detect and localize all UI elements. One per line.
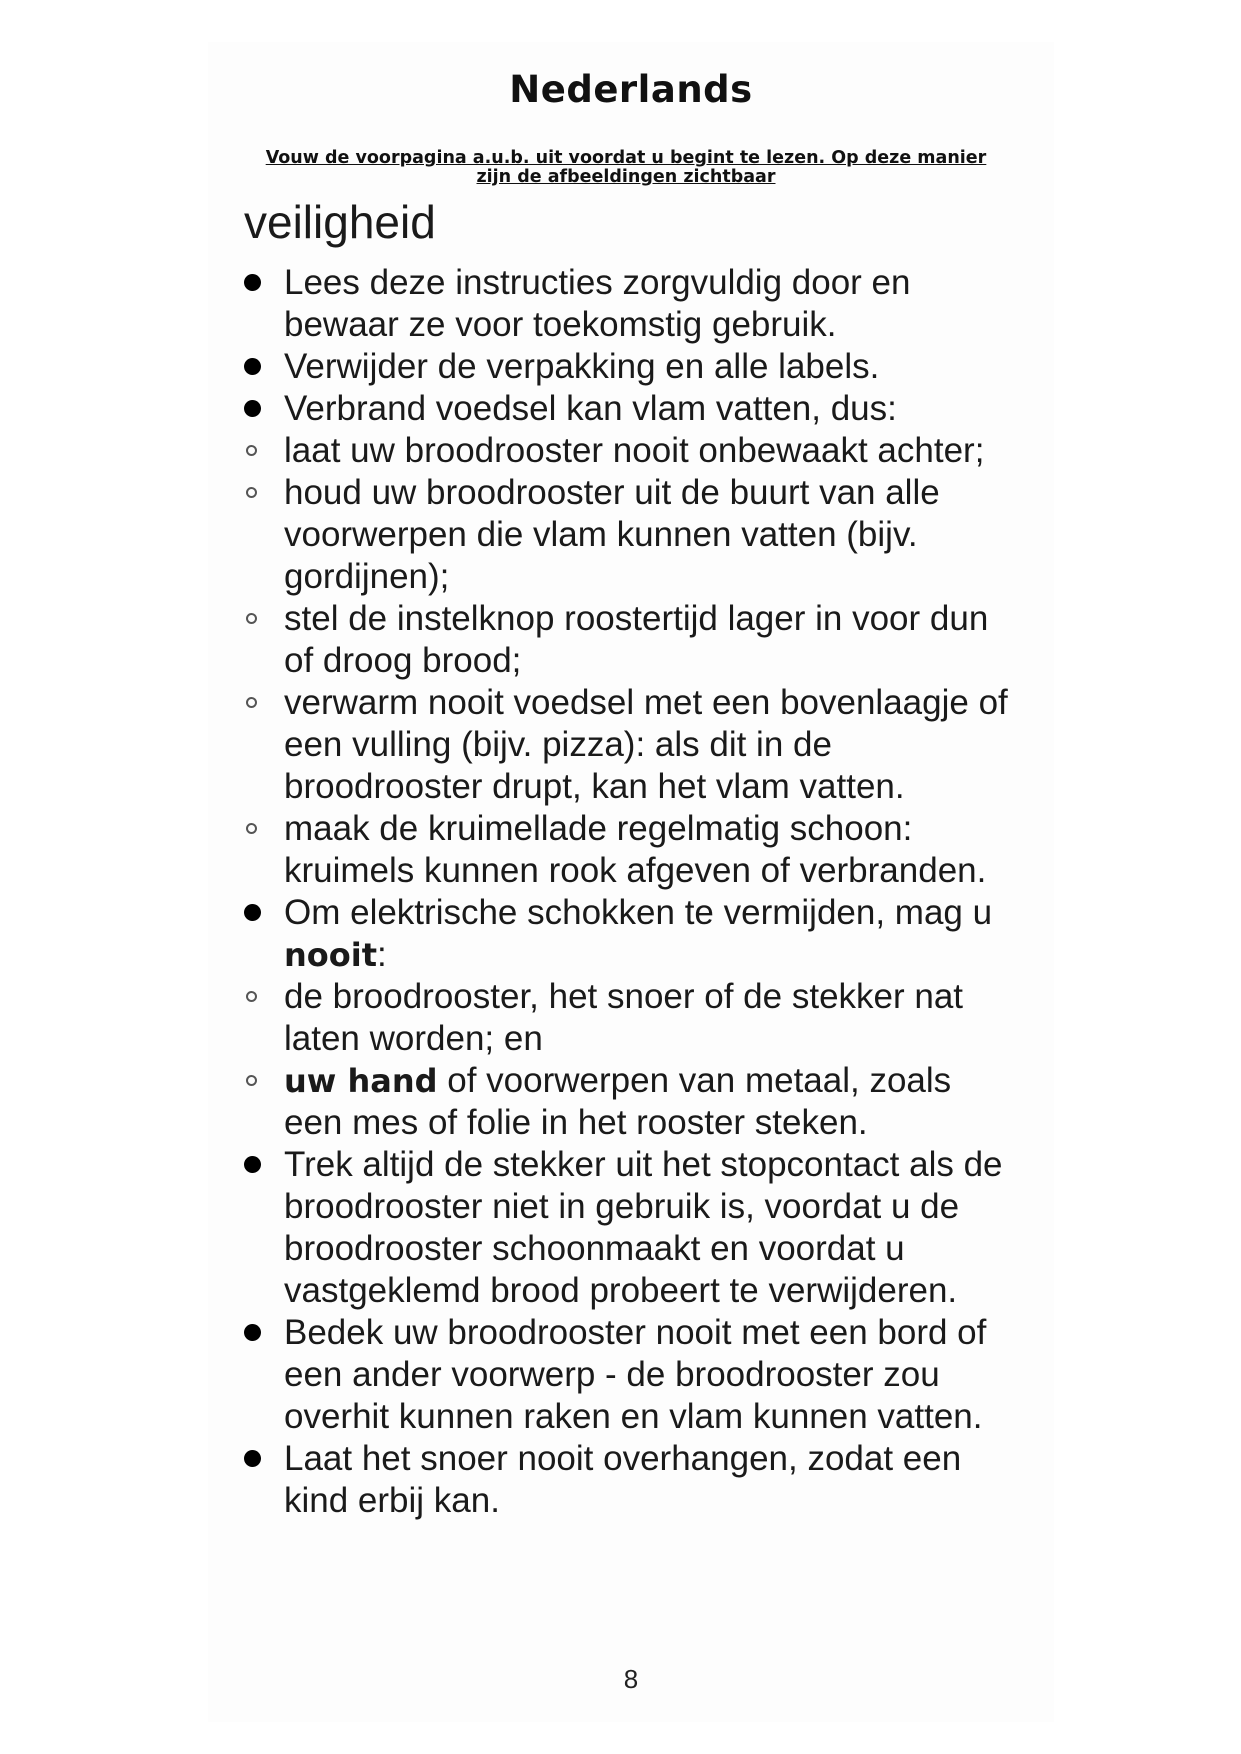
bullet-circle-icon (242, 430, 272, 472)
list-item (242, 388, 1012, 430)
list-item (242, 1060, 1012, 1144)
item-text: Lees deze instructies zorgvuldig door en bewaar ze voor toekomstig gebruik. (284, 263, 911, 344)
bullet-disc-icon (242, 346, 272, 388)
item-text: laat uw broodrooster nooit onbewaakt achter; (284, 431, 985, 470)
bullet-disc-icon (242, 262, 272, 304)
bullet-circle-icon (242, 808, 272, 850)
fold-out-notice (246, 149, 1006, 187)
item-text: stel de instelknop roostertijd lager in voor dun of droog brood; (284, 599, 989, 680)
list-item (242, 598, 1012, 682)
bullet-disc-icon (242, 1144, 272, 1186)
item-text-after: : (377, 935, 387, 974)
item-text: Laat het snoer nooit overhangen, zodat een kind erbij kan. (284, 1439, 962, 1520)
section-heading: veiligheid (244, 196, 436, 248)
item-emphasis: uw hand (284, 1062, 438, 1100)
bullet-circle-icon (242, 682, 272, 724)
bullet-circle-icon (242, 976, 272, 1018)
list-item (242, 976, 1012, 1060)
bullet-disc-icon (242, 388, 272, 430)
list-item (242, 346, 1012, 388)
bullet-disc-icon (242, 1312, 272, 1354)
item-text: de broodrooster, het snoer of de stekker nat laten worden; en (284, 977, 964, 1058)
bullet-circle-icon (242, 598, 272, 640)
page-title: Nederlands (509, 68, 753, 111)
bullet-circle-icon (242, 1060, 272, 1102)
list-item (242, 682, 1012, 808)
list-item (242, 262, 1012, 346)
fold-out-notice-line-2: zijn de afbeeldingen zichtbaar (476, 167, 776, 187)
fold-out-notice-line-1: Vouw de voorpagina a.u.b. uit voordat u begint te lezen. Op deze manier (265, 148, 987, 168)
bullet-circle-icon (242, 472, 272, 514)
list-item (242, 472, 1012, 598)
list-item (242, 1438, 1012, 1522)
list-item (242, 1312, 1012, 1438)
list-item (242, 430, 1012, 472)
bullet-disc-icon (242, 892, 272, 934)
list-item (242, 808, 1012, 892)
item-text-after: of voorwerpen van metaal, zoals een mes of folie in het rooster steken. (284, 1061, 952, 1142)
item-text: verwarm nooit voedsel met een bovenlaagje of een vulling (bijv. pizza): als dit in de broodrooster drupt, kan het vlam vatten. (284, 683, 1008, 806)
item-text: Trek altijd de stekker uit het stopcontact als de broodrooster niet in gebruik is, voordat u de broodrooster schoonmaakt en voordat u vastgeklemd brood probeert te verwijderen. (284, 1145, 1003, 1310)
item-emphasis: nooit (284, 936, 378, 974)
page-number: 8 (623, 1664, 639, 1694)
safety-list (242, 262, 1012, 1522)
bullet-disc-icon (242, 1438, 272, 1480)
list-item (242, 1144, 1012, 1312)
item-text: Verbrand voedsel kan vlam vatten, dus: (284, 389, 897, 428)
item-text: Om elektrische schokken te vermijden, mag u (284, 893, 993, 932)
item-text: houd uw broodrooster uit de buurt van alle voorwerpen die vlam kunnen vatten (bijv. gordijnen); (284, 473, 940, 596)
item-text: maak de kruimellade regelmatig schoon: kruimels kunnen rook afgeven of verbranden. (284, 809, 987, 890)
list-item (242, 892, 1012, 976)
item-text: Verwijder de verpakking en alle labels. (284, 347, 880, 386)
item-text: Bedek uw broodrooster nooit met een bord of een ander voorwerp - de broodrooster zou overhit kunnen raken en vlam kunnen vatten. (284, 1313, 987, 1436)
